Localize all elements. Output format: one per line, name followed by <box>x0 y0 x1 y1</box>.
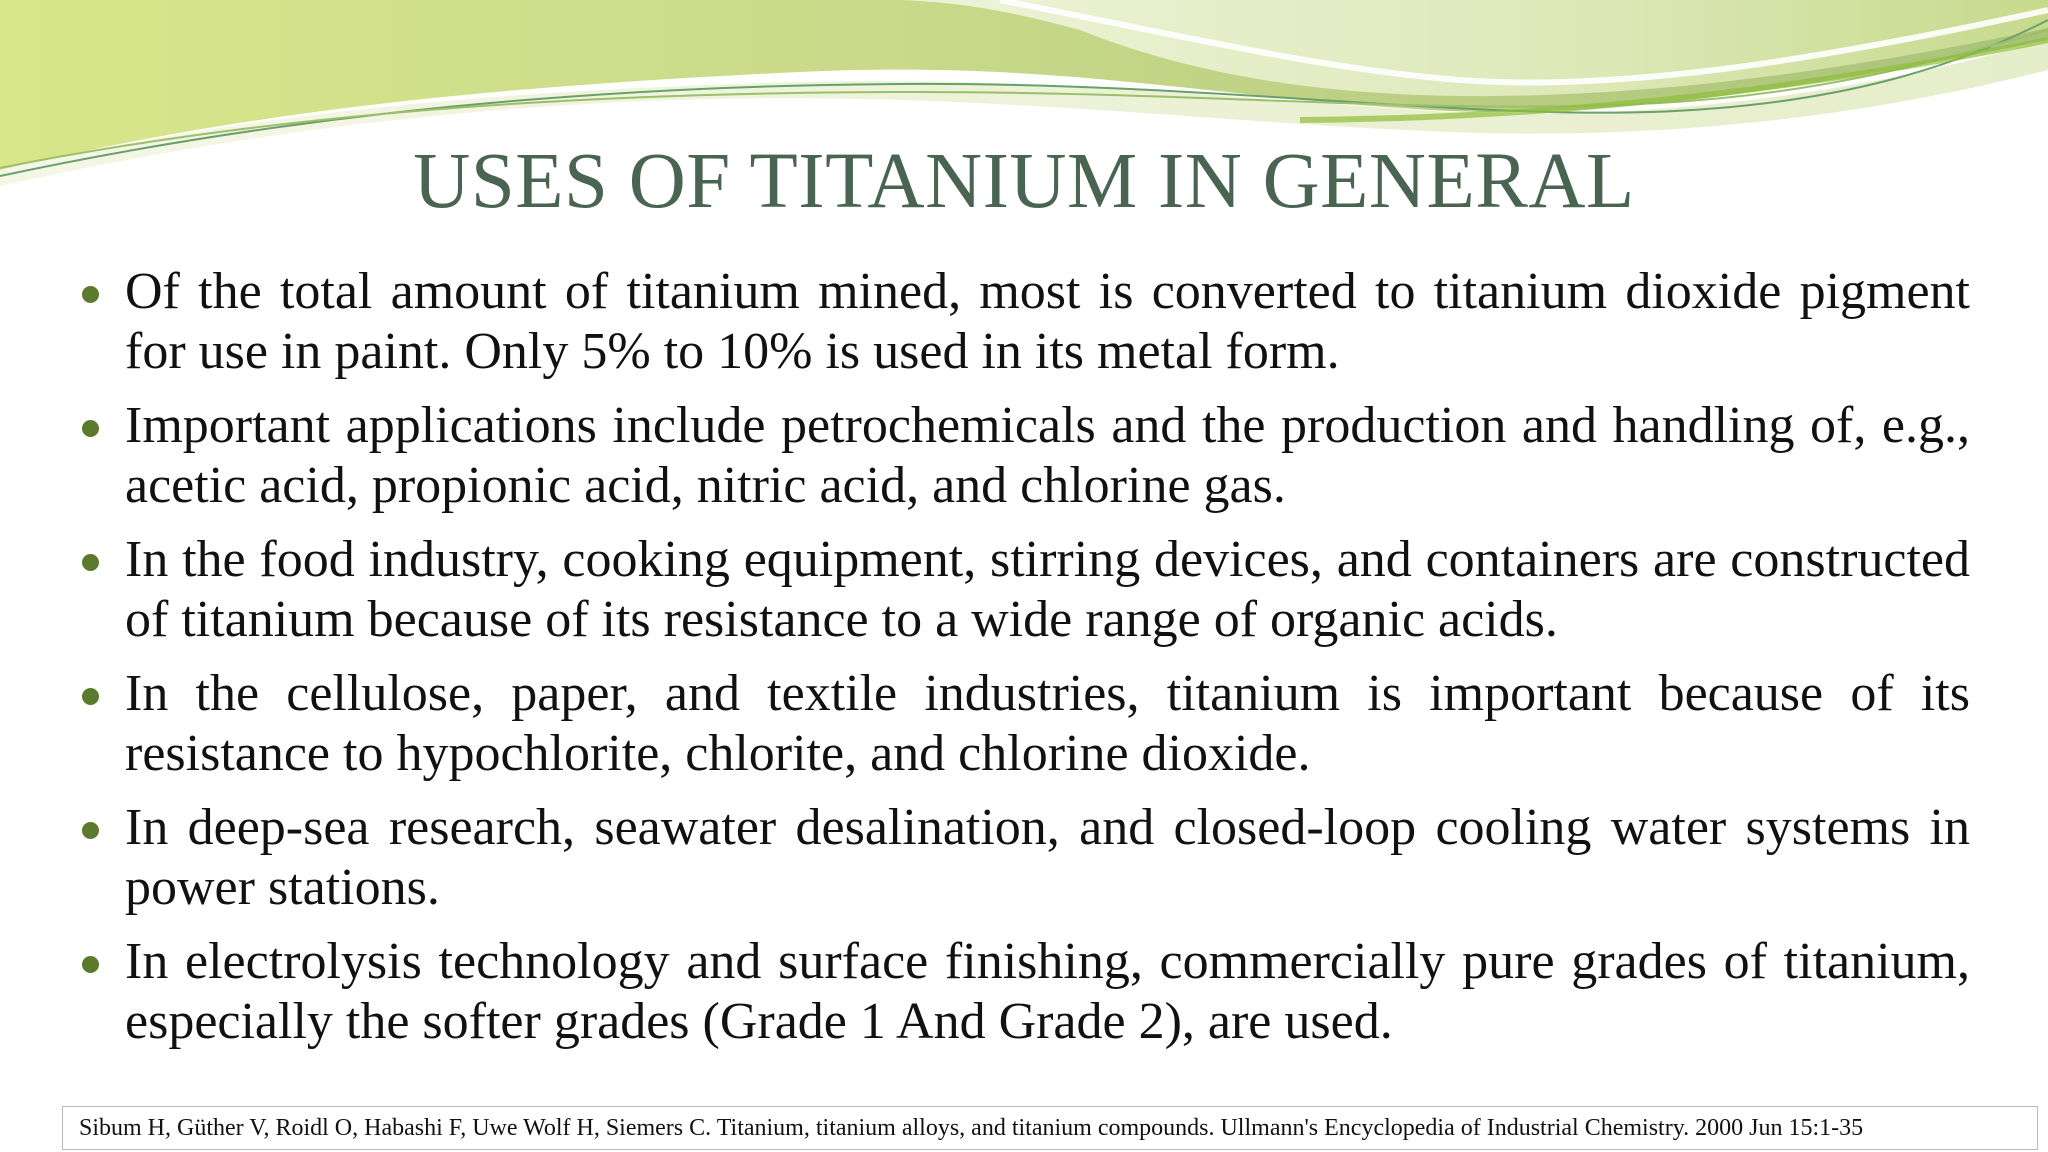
slide-title: USES OF TITANIUM IN GENERAL <box>413 138 1635 225</box>
bullet-text: Important applications include petrochemicals and the production and handling of, e.g., acetic acid, propionic acid, nitric acid, and chlorine gas. <box>125 397 1970 514</box>
bullet-dot-icon <box>82 554 99 571</box>
bullet-item-cellulose-paper-textile <box>76 664 1970 784</box>
bullet-text: In the cellulose, paper, and textile industries, titanium is important because of its resistance to hypochlorite, chlorite, and chlorine dioxide. <box>125 665 1970 782</box>
bullet-text: Of the total amount of titanium mined, most is converted to titanium dioxide pigment for use in paint. Only 5% to 10% is used in its metal form. <box>125 263 1970 380</box>
bullet-item-paint-pigment <box>76 262 1970 382</box>
bullet-list <box>76 262 1970 1066</box>
bullet-text: In deep-sea research, seawater desalination, and closed-loop cooling water systems in power stations. <box>125 799 1970 916</box>
bullet-dot-icon <box>82 286 99 303</box>
bullet-dot-icon <box>82 956 99 973</box>
citation-box: Sibum H, Güther V, Roidl O, Habashi F, Uwe Wolf H, Siemers C. Titanium, titanium alloys, and titanium compounds. Ullmann's Encyclopedia of Industrial Chemistry. 2000 Jun 15:1-35 <box>62 1106 2038 1150</box>
bullet-text: In electrolysis technology and surface finishing, commercially pure grades of titanium, especially the softer grades (Grade 1 And Grade 2), are used. <box>125 933 1970 1050</box>
bullet-item-food-industry <box>76 530 1970 650</box>
bullet-dot-icon <box>82 420 99 437</box>
bullet-dot-icon <box>82 688 99 705</box>
bullet-text: In the food industry, cooking equipment, stirring devices, and containers are constructed of titanium because of its resistance to a wide range of organic acids. <box>125 531 1970 648</box>
bullet-dot-icon <box>82 822 99 839</box>
bullet-item-deep-sea-research <box>76 798 1970 918</box>
bullet-item-electrolysis <box>76 932 1970 1052</box>
bullet-item-petrochemicals <box>76 396 1970 516</box>
